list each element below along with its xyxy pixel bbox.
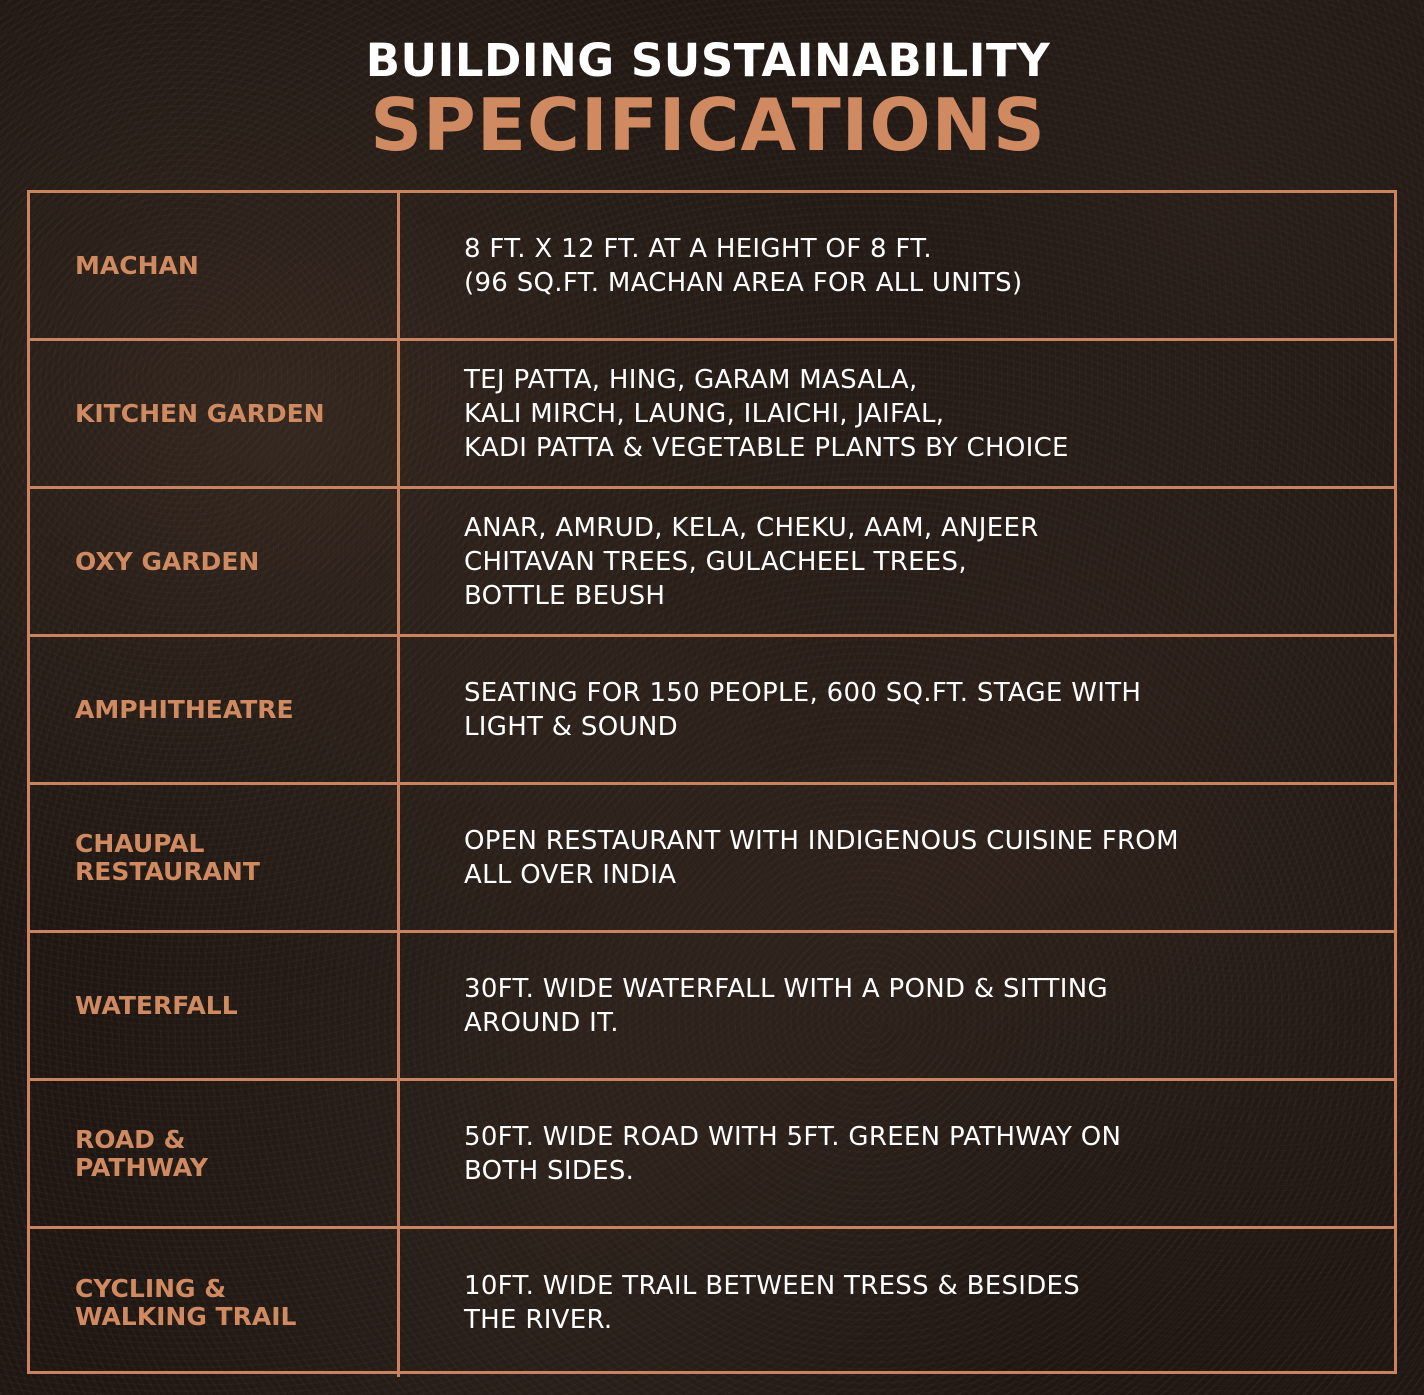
spec-label: ROAD & PATHWAY xyxy=(75,1124,208,1182)
spec-row-road-pathway xyxy=(30,1081,1394,1229)
spec-value: 30FT. WIDE WATERFALL WITH A POND & SITTING AROUND IT. xyxy=(464,973,1108,1038)
spec-label: MACHAN xyxy=(75,250,199,280)
spec-label: AMPHITHEATRE xyxy=(75,694,294,724)
column-divider xyxy=(397,489,400,634)
column-divider xyxy=(397,1081,400,1226)
spec-value: ANAR, AMRUD, KELA, CHEKU, AAM, ANJEER CHITAVAN TREES, GULACHEEL TREES, BOTTLE BEUSH xyxy=(464,512,1039,611)
page-heading xyxy=(0,34,1424,167)
spec-label: CHAUPAL RESTAURANT xyxy=(75,828,260,886)
spec-row-oxy-garden xyxy=(30,489,1394,637)
spec-value: 8 FT. X 12 FT. AT A HEIGHT OF 8 FT. (96 SQ.FT. MACHAN AREA FOR ALL UNITS) xyxy=(464,233,1023,298)
spec-label: KITCHEN GARDEN xyxy=(75,398,325,428)
spec-row-amphitheatre xyxy=(30,637,1394,785)
heading-subtitle: SPECIFICATIONS xyxy=(370,83,1046,167)
spec-value: 10FT. WIDE TRAIL BETWEEN TRESS & BESIDES THE RIVER. xyxy=(464,1271,1081,1335)
spec-value: TEJ PATTA, HING, GARAM MASALA, KALI MIRCH, LAUNG, ILAICHI, JAIFAL, KADI PATTA & VEGETABLE PLANTS BY CHOICE xyxy=(464,364,1069,463)
spec-value: OPEN RESTAURANT WITH INDIGENOUS CUISINE FROM ALL OVER INDIA xyxy=(464,825,1179,890)
spec-row-waterfall xyxy=(30,933,1394,1081)
column-divider xyxy=(397,933,400,1078)
spec-value: 50FT. WIDE ROAD WITH 5FT. GREEN PATHWAY ON BOTH SIDES. xyxy=(464,1121,1122,1186)
spec-label: CYCLING & WALKING TRAIL xyxy=(75,1274,297,1331)
column-divider xyxy=(397,341,400,486)
spec-label: WATERFALL xyxy=(75,990,238,1020)
spec-value: SEATING FOR 150 PEOPLE, 600 SQ.FT. STAGE WITH LIGHT & SOUND xyxy=(464,677,1142,742)
spec-label: OXY GARDEN xyxy=(75,546,260,576)
column-divider xyxy=(397,785,400,930)
specifications-table xyxy=(27,190,1397,1374)
heading-title: BUILDING SUSTAINABILITY xyxy=(365,34,1051,87)
column-divider xyxy=(397,1229,400,1377)
spec-row-chaupal-restaurant xyxy=(30,785,1394,933)
column-divider xyxy=(397,193,400,338)
spec-row-machan xyxy=(30,193,1394,341)
spec-row-cycling-walking-trail xyxy=(30,1229,1394,1377)
column-divider xyxy=(397,637,400,782)
spec-row-kitchen-garden xyxy=(30,341,1394,489)
